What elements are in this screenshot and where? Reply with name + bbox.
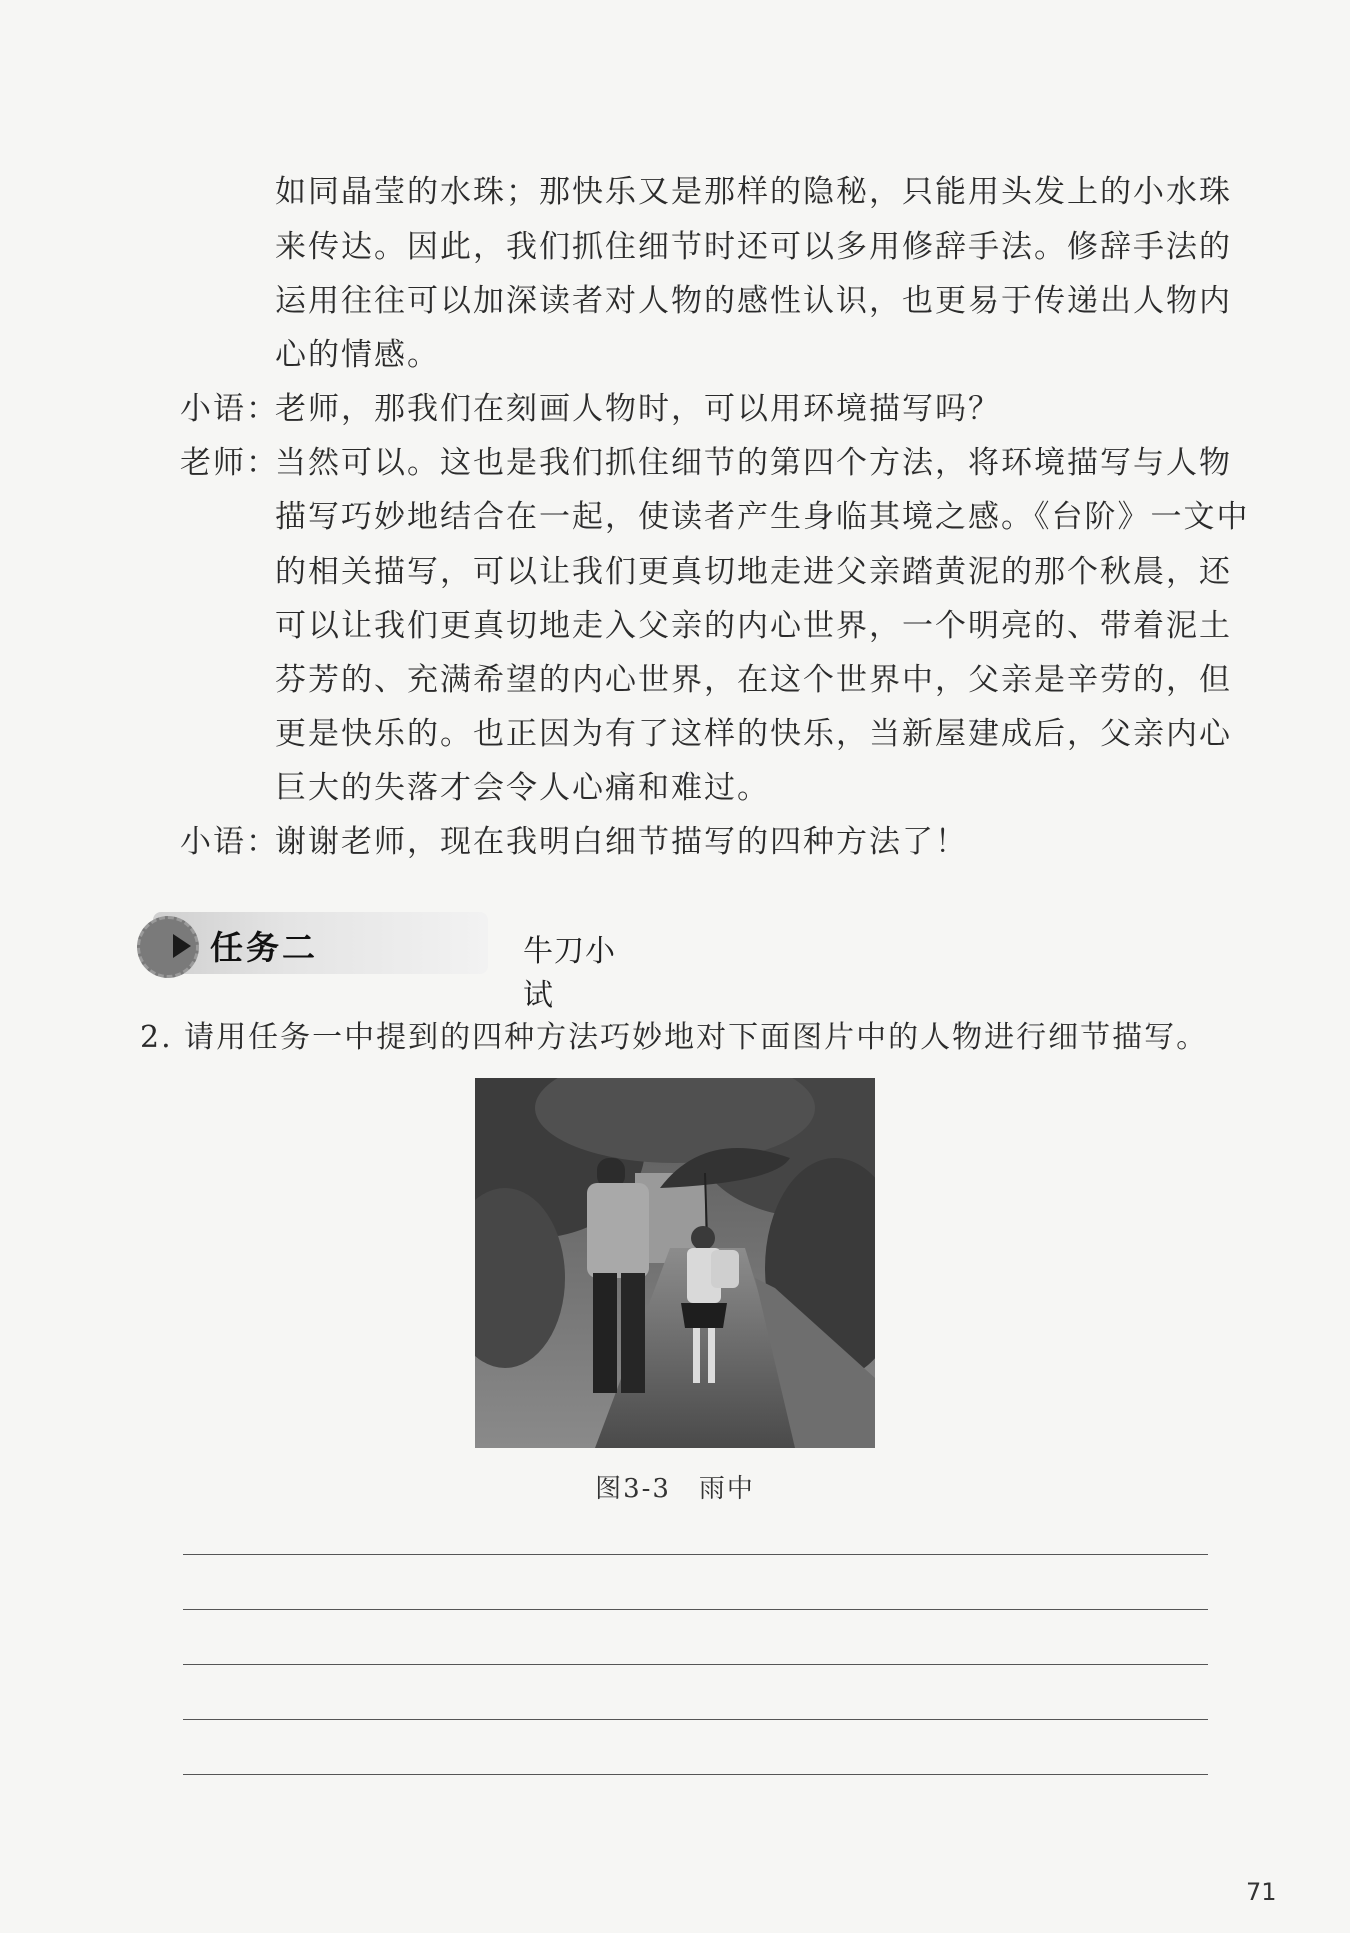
page-number: 71	[1246, 1878, 1277, 1906]
body-line: 运用往往可以加深读者对人物的感性认识，也更易于传递出人物内	[275, 283, 1232, 319]
play-arrow-icon	[173, 934, 191, 958]
answer-line[interactable]	[183, 1664, 1208, 1665]
question-text: 2. 请用任务一中提到的四种方法巧妙地对下面图片中的人物进行细节描写。	[140, 1020, 1209, 1055]
dialogue-line: 谢谢老师，现在我明白细节描写的四种方法了！	[275, 824, 968, 860]
body-line: 如同晶莹的水珠；那快乐又是那样的隐秘，只能用头发上的小水珠	[275, 174, 1232, 210]
task-header	[135, 906, 635, 1013]
answer-line[interactable]	[183, 1609, 1208, 1610]
dialogue-line: 更是快乐的。也正因为有了这样的快乐，当新屋建成后，父亲内心	[275, 716, 1232, 752]
figure-photo	[475, 1078, 875, 1448]
speaker-label: 小语：	[180, 391, 279, 427]
dialogue-line: 芬芳的、充满希望的内心世界，在这个世界中，父亲是辛劳的，但	[275, 662, 1232, 698]
dialogue-line: 的相关描写，可以让我们更真切地走进父亲踏黄泥的那个秋晨，还	[275, 554, 1232, 590]
task-label: 任务二	[210, 928, 318, 967]
speaker-label: 老师：	[180, 445, 279, 481]
dialogue-line: 可以让我们更真切地走入父亲的内心世界，一个明亮的、带着泥土	[275, 608, 1232, 644]
speaker-label: 小语：	[180, 824, 279, 860]
answer-line[interactable]	[183, 1719, 1208, 1720]
dialogue-line: 老师，那我们在刻画人物时，可以用环境描写吗？	[275, 391, 1001, 427]
figure-caption: 图3-3 雨中	[595, 1474, 755, 1504]
dialogue-line: 描写巧妙地结合在一起，使读者产生身临其境之感。《台阶》一文中	[275, 499, 1250, 535]
task-badge	[153, 912, 488, 974]
body-line: 来传达。因此，我们抓住细节时还可以多用修辞手法。修辞手法的	[275, 229, 1232, 265]
task-title: 牛刀小试	[523, 934, 616, 1013]
dialogue-line: 巨大的失落才会令人心痛和难过。	[275, 770, 770, 806]
answer-line[interactable]	[183, 1774, 1208, 1775]
body-line: 心的情感。	[275, 337, 440, 373]
dialogue-line: 当然可以。这也是我们抓住细节的第四个方法，将环境描写与人物	[275, 445, 1232, 481]
answer-line[interactable]	[183, 1554, 1208, 1555]
